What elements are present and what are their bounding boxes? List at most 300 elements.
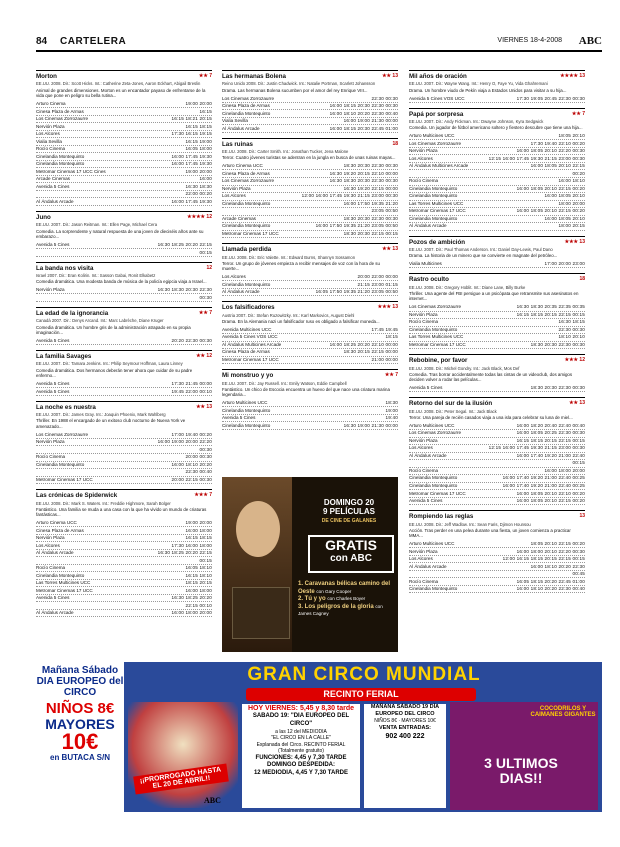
showtime-row — [409, 312, 585, 320]
crocodile-panel — [450, 702, 598, 810]
abc-logo-small: ABC — [204, 796, 221, 805]
showtimes: 16:00 18:05 20:10 — [544, 193, 585, 199]
showtimes: 16:15 18:10 — [185, 572, 212, 578]
showtimes: 00:15 — [199, 249, 212, 255]
cinema-name: Metromar Cinemas 17 UCC — [222, 356, 279, 362]
showtimes-box — [242, 704, 360, 808]
film-listing — [36, 489, 212, 617]
showtime-row — [409, 563, 585, 571]
cinema-name: Rocío Cinema — [409, 578, 439, 584]
showtimes: 22:15 00:10 — [185, 602, 212, 608]
cinema-name: Metromar Cinemas 17 UCC — [409, 208, 466, 214]
showtimes: 18:30 — [385, 400, 398, 406]
film-title-text: Las crónicas de Spiderwick — [36, 492, 118, 500]
adults-price: 10€ — [61, 728, 99, 754]
showtime-row — [409, 422, 585, 430]
showtime-row — [36, 388, 212, 396]
showtimes: 16:00 18:05 20:25 22:30 00:30 — [516, 430, 585, 436]
showtimes: 22:00 00:20 — [185, 191, 212, 197]
film-synopsis: Terror. Cuatro jóvenes turistas se adentran en la jungla en busca de unas ruinas mayas... — [222, 155, 396, 161]
showtimes: 12:00 16:15 18:15 20:15 22:15 00:15 — [502, 556, 585, 562]
showtime-row — [409, 385, 585, 393]
cinema-name: Rocío Cinema — [36, 565, 66, 571]
showtimes: 16:15 18:15 — [185, 123, 212, 129]
free-with-abc: con ABC — [330, 553, 372, 564]
film-title[interactable] — [36, 265, 212, 272]
cinema-name: Al Ándalus Arcade — [409, 563, 447, 569]
showtimes: 16:00 18:05 20:10 22:15 00:20 — [516, 185, 585, 191]
showtimes: 16:00 17:45 19:30 — [171, 198, 212, 204]
showtime-row — [222, 223, 398, 231]
saturday-time: a las 12 del MEDIODIA — [275, 728, 327, 735]
showtimes: 16:15 — [199, 108, 212, 114]
showtime-row — [409, 460, 585, 468]
cinema-name: Cinesa Plaza de Armas — [222, 170, 270, 176]
film-rating: 18 — [392, 140, 398, 147]
film-listing — [36, 262, 212, 302]
film-title-text: La familia Savages — [36, 353, 92, 361]
cinema-name: Cinelandia Montequinto — [409, 482, 458, 488]
page-header — [36, 36, 602, 52]
showtimes: 22:30 00:30 — [371, 95, 398, 101]
abc-logo: ABC — [578, 35, 602, 47]
film-synopsis: Terror. Un grupo de jóvenes empieza a recibir mensajes de voz con la hora de su muerte... — [222, 260, 380, 272]
cinema-name: Metromar Cinemas 17 UCC Cines — [36, 168, 106, 174]
showtimes: 00:30 — [199, 446, 212, 452]
showtime-row — [36, 123, 212, 131]
showtime-row — [222, 208, 398, 216]
showtimes: 00:15 — [199, 557, 212, 563]
cinema-name: Rocío Cinema — [409, 319, 439, 325]
film-listing — [409, 70, 585, 103]
showtimes: 17:30 16:15 19:15 — [171, 131, 212, 137]
film-listing — [222, 301, 398, 364]
showtimes: 22:30 00:30 — [558, 326, 585, 332]
cinema-name: Los Alcores — [222, 193, 246, 199]
showtime-row — [36, 587, 212, 595]
showtime-row — [409, 586, 585, 594]
showtime-row — [409, 95, 585, 103]
showtime-row — [36, 431, 212, 439]
showtimes: 20:00 00:30 — [185, 454, 212, 460]
cinema-name: Metromar Cinemas 17 UCC — [409, 341, 466, 347]
promo-tagline: DE CINE DE GALANES — [321, 517, 377, 524]
showtime-row — [222, 334, 398, 342]
film-credits: Israel 2007. Dir.: Eran Kolirin. Int.: Sasson Gabai, Ronit Elkabetz — [36, 273, 156, 279]
showtime-row — [222, 415, 398, 423]
showtime-row — [36, 550, 212, 558]
film-title[interactable] — [409, 276, 585, 283]
cinema-name: Cinelandia Montequinto — [409, 475, 458, 481]
today-showtimes: HOY VIERNES: 5,45 y 8,30 tarde — [247, 705, 355, 712]
sunday-title: DOMINGO DESPEDIDA: — [266, 762, 335, 769]
film-listing — [36, 401, 212, 484]
cinema-name: Nervión Plaza — [36, 287, 65, 293]
film-listing — [222, 243, 398, 296]
showtimes: 16:00 18:10 20:20 22:30 00:40 — [516, 586, 585, 592]
listings-column-3 — [409, 70, 585, 598]
showtimes: 18:15 20:15 — [185, 580, 212, 586]
showtime-row — [409, 490, 585, 498]
film-title[interactable] — [409, 239, 585, 246]
film-title[interactable] — [222, 73, 398, 80]
showtimes: 16:00 18:25 20:20 22:10 00:00 — [329, 341, 398, 347]
film-rating: ★★ 7 — [198, 73, 212, 79]
showtimes: 16:00 18:05 20:10 — [544, 215, 585, 221]
cinema-name: Los Alcores — [409, 556, 433, 562]
showtime-row — [222, 95, 398, 103]
cinema-name: Avenida 5 Cines — [36, 337, 70, 343]
circus-title: GRAN CIRCO MUNDIAL — [247, 664, 481, 685]
showtimes: 16:00 18:15 20:30 22:30 00:30 — [329, 103, 398, 109]
showtime-row — [409, 548, 585, 556]
circus-venue: RECINTO FERIAL — [246, 688, 476, 701]
showtimes: 18:00 20:00 — [558, 200, 585, 206]
film-rating: ★★★ 7 — [194, 492, 212, 499]
film-rating: ★★ 7 — [198, 309, 212, 316]
showtimes: 16:00 18:00 — [185, 587, 212, 593]
showtime-row — [409, 541, 585, 549]
showtime-row — [36, 198, 212, 206]
film-title[interactable] — [409, 73, 585, 80]
showtime-row — [409, 453, 585, 461]
cinema-name: Arturo Cinema — [36, 101, 66, 107]
showtime-row — [409, 163, 585, 171]
showtimes: 21:15 23:00 01:15 — [357, 281, 398, 287]
showtimes: 18:30 20:15 22:15 00:00 — [343, 349, 398, 355]
showtimes: 18:00 20:15 — [558, 223, 585, 229]
kids-price: NIÑOS 8€ — [45, 700, 115, 717]
showtimes: 18:05 20:10 22:15 00:20 — [530, 541, 585, 547]
showtimes: 16:30 19:00 21:30 00:00 — [343, 422, 398, 428]
cinema-name: Los Cinemas Zorrozaurre — [36, 431, 89, 437]
showtimes: 16:30 18:30 — [185, 183, 212, 189]
showtimes: 16:00 18:00 20:00 — [171, 610, 212, 616]
film-rating: ★★★★ 12 — [187, 213, 212, 220]
showtime-row — [36, 477, 212, 485]
showtimes: 16:15 18:15 — [185, 535, 212, 541]
showtimes: 20:00 22:00 00:00 — [357, 274, 398, 280]
showtimes: 16:00 17:45 19:30 — [171, 153, 212, 159]
ticket-phone[interactable]: 902 400 222 — [385, 732, 425, 740]
showtime-row — [36, 287, 212, 295]
showtimes: 16:30 18:25 20:20 22:15 — [157, 550, 212, 556]
cinema-name: Los Cinemas Zorrozaurre — [409, 140, 462, 146]
showtime-row — [222, 125, 398, 133]
film-title[interactable] — [409, 357, 585, 364]
film-title-text: Retorno del sur de la ilusión — [409, 400, 493, 408]
film-credits: EE.UU. 2008. Dir.: Gregory Hoblit. Int.: Diane Lane, Billy Burke — [409, 284, 526, 290]
cinema-name: Al Ándalus Arcade — [222, 125, 260, 131]
cinema-name: Los Cinemas Zorrozaurre — [222, 178, 275, 184]
cinema-name: Al Ándalus Arcade — [409, 223, 447, 229]
film-credits: EE.UU. 2007. Dir.: Jay Russell. Int.: Emily Watson, Eddie Campbell — [222, 380, 347, 386]
showtime-row — [222, 407, 398, 415]
film-rating: ★★★ 13 — [377, 304, 398, 311]
film-credits: EE.UU. 2007. Dir.: Jason Reitman. Int.: Ellen Page, Michael Cera — [36, 222, 158, 228]
cinema-name: Al Ándalus Multicines Arcade — [222, 341, 282, 347]
film-title-text: Las ruinas — [222, 140, 253, 148]
showtime-row — [222, 170, 398, 178]
promo-film-item: 1. Caravanas bélicas camino del Oeste con Gary Cooper — [298, 581, 391, 595]
showtimes: 16:00 18:05 20:10 22:15 00:20 — [516, 208, 585, 214]
film-synopsis: Acción. Tras perder en una pelea durante una fiesta, un joven comienza a practicar MMA... — [409, 527, 571, 539]
cinema-name: Al Ándalus Arcade — [222, 289, 260, 295]
showtimes: 16:00 17:40 19:20 21:00 22:40 — [516, 452, 585, 458]
promo-count: 9 PELÍCULAS — [322, 506, 375, 516]
crocodile-label: COCODRILOS Y CAIMANES GIGANTES — [530, 706, 596, 718]
dvd-pack-image — [232, 587, 290, 639]
showtimes: 00:15 — [572, 460, 585, 466]
film-listing — [222, 138, 398, 238]
showtime-row — [36, 469, 212, 477]
showtimes: 16:00 18:10 20:20 — [171, 461, 212, 467]
film-title[interactable] — [36, 353, 212, 360]
circus-price-panel — [36, 662, 124, 812]
film-credits: EE.UU. 2008. Dir.: Scott Hicks. Int.: Catherine Zeta-Jones, Aaron Eckhart, Abigail Breslin — [36, 81, 201, 87]
cinema-name: Cinesa Plaza de Armas — [36, 108, 84, 114]
cinema-name: Cinelandia Montequinto — [36, 153, 85, 159]
showtime-row — [222, 274, 398, 282]
showtimes: 16:00 17:40 19:20 21:00 22:40 00:25 — [502, 482, 585, 488]
showtimes: 16:05 18:00 — [185, 146, 212, 152]
cinema-name: Arcade Cinemas — [36, 176, 70, 182]
showtime-row — [409, 170, 585, 178]
film-title-text: Morton — [36, 73, 57, 80]
showtimes: 18:30 20:30 22:30 00:30 — [530, 385, 585, 391]
cinema-name: Cinelandia Montequinto — [36, 572, 85, 578]
cinema-name: Rocío Cinema — [36, 454, 66, 460]
cinema-name: Rocío Cinema — [409, 178, 439, 184]
showtime-row — [36, 108, 212, 116]
showtimes: 00:20 — [572, 170, 585, 176]
film-title[interactable] — [409, 400, 585, 407]
film-title[interactable] — [36, 404, 212, 411]
cinema-name: Arturo Multicines UCC — [409, 422, 455, 428]
showtime-row — [222, 216, 398, 224]
showtime-row — [222, 422, 398, 430]
showtimes: 18:10 20:10 — [558, 334, 585, 340]
showtime-row — [409, 571, 585, 579]
circus-day-label: Mañana Sábado DIA EUROPEO del CIRCO — [36, 665, 124, 698]
film-rating: ★★ 13 — [382, 73, 398, 79]
dvd-promo-ad[interactable] — [222, 477, 398, 652]
film-title-text: Llamada perdida — [222, 246, 272, 254]
film-credits: Reino Unido 2008. Dir.: Justin Chadwick. Int.: Natalie Portman, Scarlett Johansson — [222, 81, 376, 87]
showtimes: 18:15 — [385, 334, 398, 340]
film-title[interactable] — [36, 214, 212, 221]
film-listing — [222, 369, 398, 430]
film-title-text: Los falsificadores — [222, 304, 275, 312]
showtimes: 00:30 — [199, 294, 212, 300]
showtimes: 16:30 18:15 — [558, 319, 585, 325]
cinema-name: Arcade Cinemas — [222, 215, 256, 221]
promo-film-list — [298, 581, 396, 619]
cinema-name: Avenida 5 Cines — [409, 498, 443, 504]
film-rating: ★★ 13 — [382, 246, 398, 253]
film-title-text: Rebobine, por favor — [409, 357, 468, 365]
showtimes: 16:00 18:05 20:10 22:10 00:20 — [516, 490, 585, 496]
showtime-row — [222, 110, 398, 118]
cinema-name: Nervión Plaza — [409, 437, 438, 443]
showtime-row — [36, 535, 212, 543]
showtime-row — [36, 580, 212, 588]
film-rating: 13 — [579, 513, 585, 520]
cinema-name: Rocío Cinema — [409, 467, 439, 473]
film-synopsis: Drama. Las hermanas Bolena sucumben por el amor del rey Enrique VIII... — [222, 87, 368, 93]
film-title-text: Papá por sorpresa — [409, 110, 464, 118]
film-synopsis: Comedia. Tras borrar accidentalmente todas las cintas de un videoclub, dos amigos deciden volver a rodar las películas... — [409, 371, 573, 383]
showtimes: 17:30 19:40 22:10 00:20 — [530, 140, 585, 146]
cinema-name: Cinelandia Montequinto — [36, 161, 85, 167]
showtime-row — [409, 261, 585, 269]
showtime-row — [36, 454, 212, 462]
showtimes: 16:00 18:10 20:20 22:30 — [530, 563, 585, 569]
film-title-text: La edad de la ignorancia — [36, 309, 109, 317]
cinema-name: Cinelandia Montequinto — [222, 223, 271, 229]
showtimes: 16:30 19:20 22:15 00:00 — [343, 185, 398, 191]
cinema-name: Los Cinemas Zorrozaurre — [36, 116, 89, 122]
showtime-row — [409, 140, 585, 148]
film-rating: 12 — [206, 264, 212, 271]
showtime-row — [222, 193, 398, 201]
cinema-name: Los Alcores — [409, 155, 433, 161]
film-title[interactable] — [222, 372, 398, 379]
showtimes: 16:05 18:15 20:20 22:45 01:00 — [516, 578, 585, 584]
showtimes: 17:45 19:45 — [371, 326, 398, 332]
film-listing — [222, 70, 398, 133]
film-listing — [36, 350, 212, 396]
showtime-row — [36, 101, 212, 109]
film-synopsis: Drama. Un hombre viudo de Pekín viaja a Estados Unidos para visitar a su hija... — [409, 87, 567, 93]
film-credits: Canadá 2007. Dir.: Denys Arcand. Int.: Marc Labrèche, Diane Kruger — [36, 318, 164, 324]
showtimes: 16:30 18:25 20:20 22:15 — [157, 241, 212, 247]
showtimes: 16:15 18:15 20:15 22:15 00:15 — [516, 437, 585, 443]
film-synopsis: Fantástico. Una familia se muda a una casa con la que ha vivido un mundo de criaturas fantásticas... — [36, 506, 207, 518]
showtime-row — [222, 186, 398, 194]
last-days-label: 3 ULTIMOS DIAS!! — [484, 755, 558, 787]
showtimes: 16:00 17:40 19:20 21:00 22:40 00:25 — [502, 475, 585, 481]
cinema-name: Nervión Plaza — [36, 123, 65, 129]
cinema-name: Metromar Cinemas 17 UCC — [36, 587, 93, 593]
showtimes: 22:30 00:40 — [185, 469, 212, 475]
showtime-row — [409, 178, 585, 186]
cinema-name: Cinelandia Montequinto — [222, 407, 271, 413]
film-title[interactable] — [222, 246, 398, 253]
film-rating: 18 — [579, 276, 585, 283]
showtimes: 12:00 16:00 17:45 19:30 21:15 23:00 00:30 — [301, 193, 398, 199]
film-synopsis: Comedia dramática. Una modesta banda de música de la policía egipcia viaja a Israel... — [36, 279, 207, 285]
showtimes: 16:15 19:00 — [185, 138, 212, 144]
circus-ad-banner[interactable] — [36, 662, 602, 812]
sunday-shows: 12 MEDIODIA, 4,45 Y 7,30 TARDE — [253, 770, 349, 777]
showtime-row — [36, 520, 212, 528]
street-circus: "EL CIRCO EN LA CALLE" — [271, 735, 331, 742]
cinema-name: Al Ándalus Arcade — [36, 198, 74, 204]
showtime-row — [409, 304, 585, 312]
film-listing — [36, 211, 212, 257]
showtimes: 16:00 18:10 20:20 22:30 00:40 — [329, 110, 398, 116]
page-number: 84 — [36, 36, 48, 47]
showtime-row — [222, 327, 398, 335]
film-title[interactable] — [222, 304, 398, 311]
cinema-name: Al Ándalus Multicines Arcade — [409, 163, 469, 169]
showtimes: 16:30 19:20 20:15 22:10 00:00 — [329, 170, 398, 176]
tickets-label: VENTA ENTRADAS: — [379, 724, 431, 731]
cinema-name: Nervión Plaza — [222, 185, 251, 191]
film-title[interactable] — [222, 141, 398, 148]
film-listing — [36, 307, 212, 345]
showtime-row — [222, 289, 398, 297]
cinema-name: Nervión Plaza — [409, 548, 438, 554]
showtime-row — [409, 430, 585, 438]
showtime-row — [36, 116, 212, 124]
cinema-name: Nervión Plaza — [36, 439, 65, 445]
showtimes: 19:40 — [385, 415, 398, 421]
showtimes: 12:15 16:00 17:45 19:30 21:15 23:00 00:30 — [488, 445, 585, 451]
showtimes: 16:30 18:30 20:30 22:30 00:30 — [329, 178, 398, 184]
film-synopsis: Drama. La historia de un minero que se convierte en magnate del petróleo... — [409, 253, 558, 259]
cinema-name: Las Torres Multicines UCC — [36, 580, 91, 586]
film-synopsis: Thriller. Una agente del FBI persigue a un psicópata que retransmite sus asesinatos en internet... — [409, 290, 579, 302]
cinema-name: Cinesa Plaza de Armas — [36, 527, 84, 533]
film-synopsis: Comedia dramática. Un hombre gris de la administración atrapado en su propia imaginación... — [36, 324, 191, 336]
film-synopsis: Thriller. En 1988 el encargado de un exitoso club nocturno de Nueva York ve amenazado... — [36, 418, 186, 429]
showtime-row — [36, 602, 212, 610]
listings-column-1 — [36, 70, 212, 622]
showtimes: 00:45 — [572, 571, 585, 577]
showtimes: 16:00 18:00 20:10 22:20 00:30 — [516, 548, 585, 554]
showtimes: 23:05 00:50 — [371, 208, 398, 214]
actor-portrait — [236, 501, 280, 557]
showtime-row — [36, 191, 212, 199]
saturday-title: SABADO 19: "DIA EUROPEO DEL CIRCO" — [252, 713, 350, 727]
film-listing — [409, 108, 585, 231]
showtimes: 21:00 00:00 — [371, 356, 398, 362]
showtimes: 19:00 20:00 — [185, 520, 212, 526]
showtimes: 18:05 20:10 — [558, 133, 585, 139]
film-title-text: Mi monstruo y yo — [222, 372, 274, 380]
seat-label: en BUTACA S/N — [50, 752, 110, 762]
showtime-row — [36, 138, 212, 146]
showtime-row — [409, 483, 585, 491]
film-synopsis: Comedia. Un jugador de fútbol americano soltero y fiestero descubre que tiene una hija... — [409, 125, 583, 131]
film-title[interactable] — [36, 492, 212, 499]
film-title[interactable] — [409, 513, 585, 520]
film-rating: ★★ 12 — [196, 353, 212, 360]
showtime-row — [36, 161, 212, 169]
cinema-name: Los Alcores — [409, 445, 433, 451]
film-listing — [36, 70, 212, 206]
showtime-row — [409, 556, 585, 564]
showtime-row — [409, 186, 585, 194]
film-title[interactable] — [36, 73, 212, 80]
showtimes: 17:00 19:40 00:20 — [171, 431, 212, 437]
film-title[interactable] — [36, 310, 212, 317]
film-synopsis: Drama. En la Alemania nazi un falsificador ruso es obligado a falsificar moneda... — [222, 319, 380, 325]
film-title-text: Juno — [36, 213, 51, 221]
film-rating: ★★ 7 — [571, 110, 585, 117]
cinema-name: Vialia Sevilla — [222, 118, 248, 124]
film-title[interactable] — [409, 111, 585, 118]
promo-date: DOMINGO 20 — [323, 498, 375, 507]
showtimes: 17:30 16:00 18:00 — [171, 542, 212, 548]
film-rating: ★★ 13 — [569, 400, 585, 407]
cinema-name: Avenida 5 Cines — [36, 241, 70, 247]
showtime-row — [36, 446, 212, 454]
cinema-name: Avenida 5 Cines VOS UCC — [222, 334, 278, 340]
film-listing — [409, 510, 585, 593]
